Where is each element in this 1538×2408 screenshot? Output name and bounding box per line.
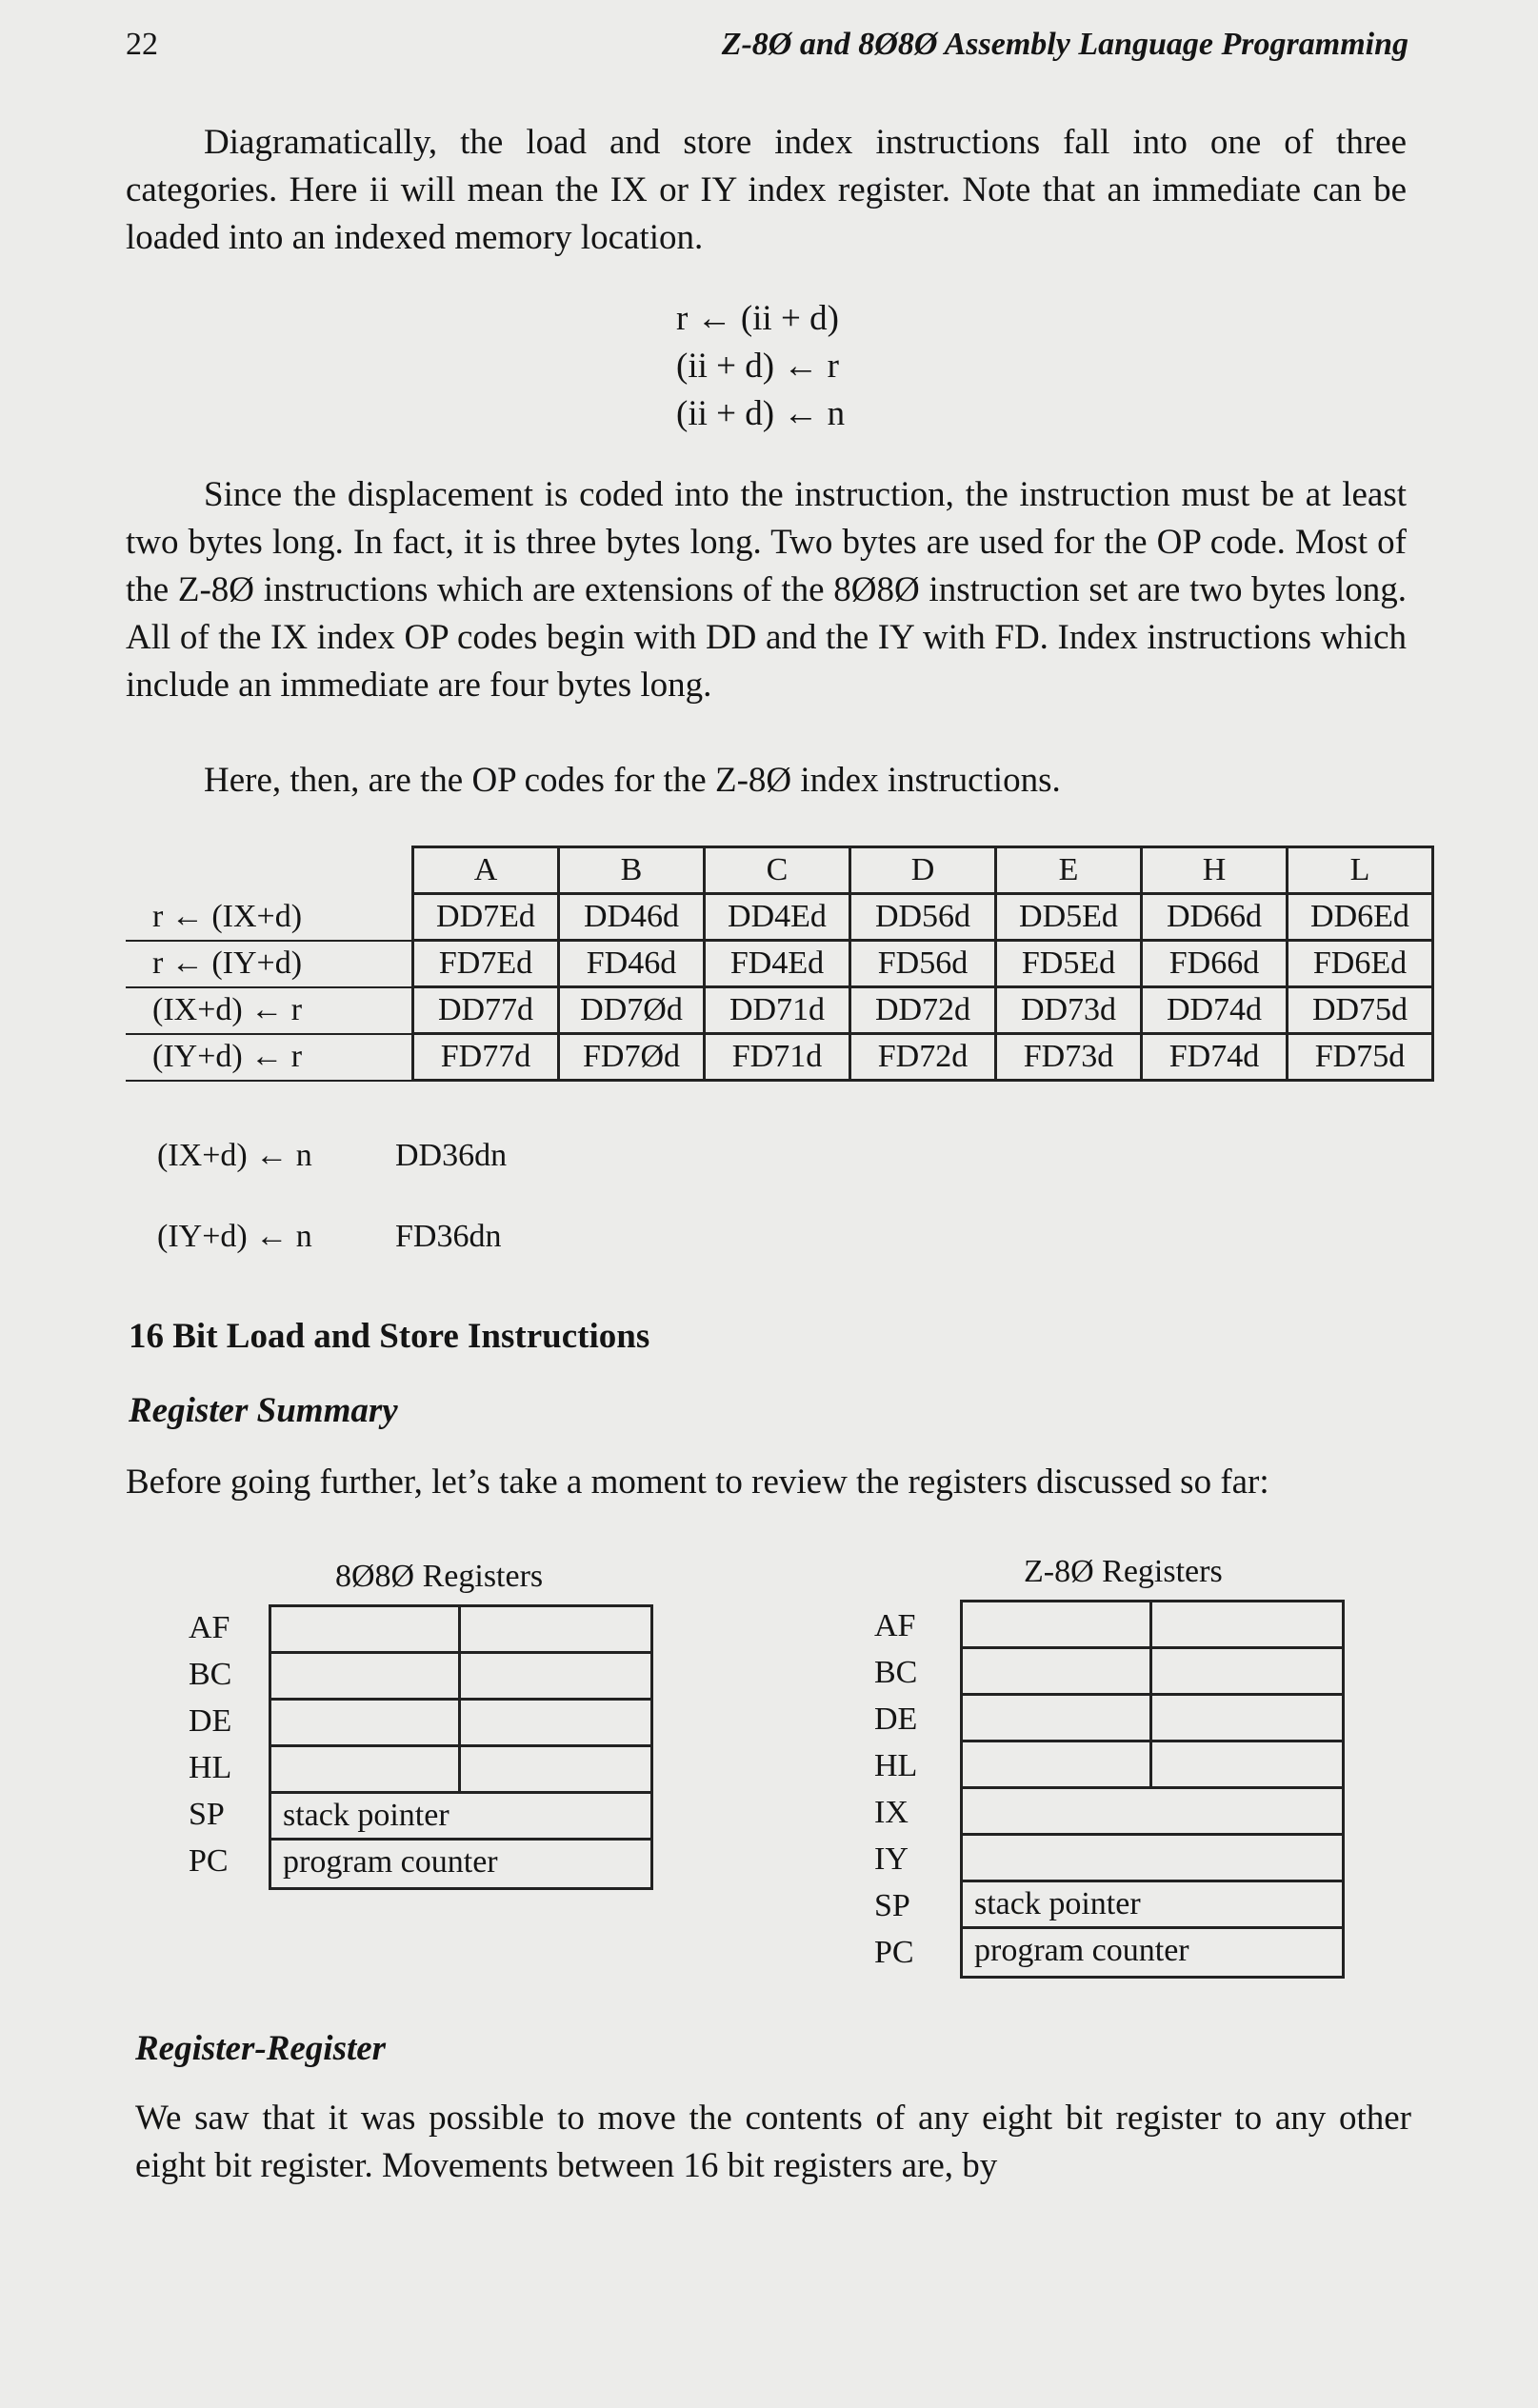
formula-block — [676, 295, 845, 438]
table-cell: FD6Ed — [1288, 941, 1433, 987]
register-label: SP — [189, 1797, 225, 1832]
regs-z80-title: Z-8Ø Registers — [1024, 1554, 1223, 1589]
table-row — [126, 987, 1433, 1034]
page-number: 22 — [126, 27, 158, 62]
register-row — [271, 1747, 650, 1794]
register-label: BC — [874, 1655, 918, 1690]
register-row — [271, 1841, 650, 1887]
table-cell: DD4Ed — [705, 894, 850, 941]
register-label: SP — [874, 1888, 910, 1923]
table-header-row — [126, 847, 1433, 894]
column-header: H — [1142, 847, 1288, 894]
column-header: D — [850, 847, 996, 894]
table-cell: FD71d — [705, 1034, 850, 1081]
formula-line: (ii + d) ← n — [676, 394, 846, 433]
register-label: HL — [189, 1750, 232, 1785]
section-heading: 16 Bit Load and Store Instructions — [129, 1317, 650, 1356]
stack-pointer-cell: stack pointer — [283, 1798, 449, 1833]
regs-8080-diagram — [269, 1604, 653, 1890]
table-cell: DD6Ed — [1288, 894, 1433, 941]
register-row — [271, 1794, 650, 1841]
table-cell: FD72d — [850, 1034, 996, 1081]
immediate-lhs: (IX+d) ← n — [157, 1138, 312, 1173]
regs-8080-title: 8Ø8Ø Registers — [335, 1559, 544, 1594]
page-header — [126, 27, 1408, 74]
row-label: (IX+d) ← r — [126, 987, 413, 1034]
table-cell: FD7Ed — [413, 941, 559, 987]
running-head: Z-8Ø and 8Ø8Ø Assembly Language Programming — [721, 27, 1408, 62]
register-row — [963, 1696, 1342, 1742]
table-cell: DD72d — [850, 987, 996, 1034]
register-row — [271, 1654, 650, 1701]
table-cell: FD66d — [1142, 941, 1288, 987]
opcode-table — [126, 846, 1434, 1082]
row-label: (IY+d) ← r — [126, 1034, 413, 1081]
summary-paragraph: Before going further, let’s take a moment to review the registers discussed so far: — [126, 1463, 1269, 1502]
table-cell: FD7Ød — [559, 1034, 705, 1081]
register-row — [963, 1602, 1342, 1649]
register-label: DE — [189, 1703, 232, 1739]
register-label: PC — [874, 1935, 914, 1970]
table-cell: DD5Ed — [996, 894, 1142, 941]
formula-line: r ← (ii + d) — [676, 299, 839, 338]
intro-paragraph: Diagramatically, the load and store index instructions fall into one of three categories. Here ii will mean the IX or IY index register. Note that an immediate can be loaded into an indexed memory location. — [126, 123, 1407, 257]
register-label: BC — [189, 1657, 232, 1692]
regs-z80-diagram — [960, 1600, 1345, 1979]
table-cell: DD7Ød — [559, 987, 705, 1034]
column-header: C — [705, 847, 850, 894]
column-header: A — [413, 847, 559, 894]
opcodes-intro: Here, then, are the OP codes for the Z-8Ø index instructions. — [204, 761, 1061, 800]
program-counter-cell: program counter — [283, 1844, 498, 1880]
immediate-code: DD36dn — [395, 1138, 508, 1173]
table-row — [126, 1034, 1433, 1081]
register-row — [963, 1882, 1342, 1929]
stack-pointer-cell: stack pointer — [974, 1886, 1141, 1921]
register-row — [963, 1742, 1342, 1789]
immediate-code: FD36dn — [395, 1219, 502, 1254]
column-header: L — [1288, 847, 1433, 894]
table-row — [126, 894, 1433, 941]
register-row — [963, 1836, 1342, 1882]
table-cell: FD56d — [850, 941, 996, 987]
register-label: DE — [874, 1702, 918, 1737]
row-label: r ← (IX+d) — [126, 894, 413, 941]
program-counter-cell: program counter — [974, 1933, 1189, 1968]
register-row — [271, 1701, 650, 1747]
immediate-lhs: (IY+d) ← n — [157, 1219, 312, 1254]
table-cell: DD56d — [850, 894, 996, 941]
table-cell: DD77d — [413, 987, 559, 1034]
immediate-iy — [157, 1219, 501, 1255]
register-label: IY — [874, 1841, 909, 1877]
formula-line: (ii + d) ← r — [676, 347, 839, 386]
table-cell: DD71d — [705, 987, 850, 1034]
table-cell: DD75d — [1288, 987, 1433, 1034]
table-cell: FD74d — [1142, 1034, 1288, 1081]
register-row — [963, 1649, 1342, 1696]
register-label: HL — [874, 1748, 918, 1783]
register-row — [963, 1929, 1342, 1976]
register-label: AF — [874, 1608, 916, 1643]
table-cell: DD7Ed — [413, 894, 559, 941]
table-cell: DD46d — [559, 894, 705, 941]
register-label: PC — [189, 1843, 229, 1879]
subheading-register-register: Register-Register — [135, 2029, 387, 2068]
table-cell: DD74d — [1142, 987, 1288, 1034]
subheading-register-summary: Register Summary — [129, 1391, 398, 1430]
row-label: r ← (IY+d) — [126, 941, 413, 987]
regs-8080-labels — [189, 1604, 231, 1884]
table-cell: DD73d — [996, 987, 1142, 1034]
column-header: B — [559, 847, 705, 894]
table-cell: DD66d — [1142, 894, 1288, 941]
table-cell: FD77d — [413, 1034, 559, 1081]
register-row — [963, 1789, 1342, 1836]
table-cell: FD5Ed — [996, 941, 1142, 987]
regs-z80-labels — [874, 1602, 917, 1976]
register-row — [271, 1607, 650, 1654]
register-label: IX — [874, 1795, 909, 1830]
displacement-paragraph: Since the displacement is coded into the instruction, the instruction must be at least two bytes long. In fact, it is three bytes long. Two bytes are used for the OP code. Most of the Z-8Ø instructions which are extensions of the 8Ø8Ø instruction set are two bytes long. All of the IX index OP codes begin with DD and the IY with FD. Index instructions which include an immediate are four bytes long. — [126, 475, 1407, 705]
register-register-paragraph: We saw that it was possible to move the contents of any eight bit register to any other eight bit register. Movements between 16 bit registers are, by — [135, 2099, 1411, 2185]
column-header: E — [996, 847, 1142, 894]
immediate-ix — [157, 1138, 507, 1174]
table-cell: FD75d — [1288, 1034, 1433, 1081]
table-cell: FD73d — [996, 1034, 1142, 1081]
table-cell: FD4Ed — [705, 941, 850, 987]
table-cell: FD46d — [559, 941, 705, 987]
register-label: AF — [189, 1610, 230, 1645]
table-row — [126, 941, 1433, 987]
